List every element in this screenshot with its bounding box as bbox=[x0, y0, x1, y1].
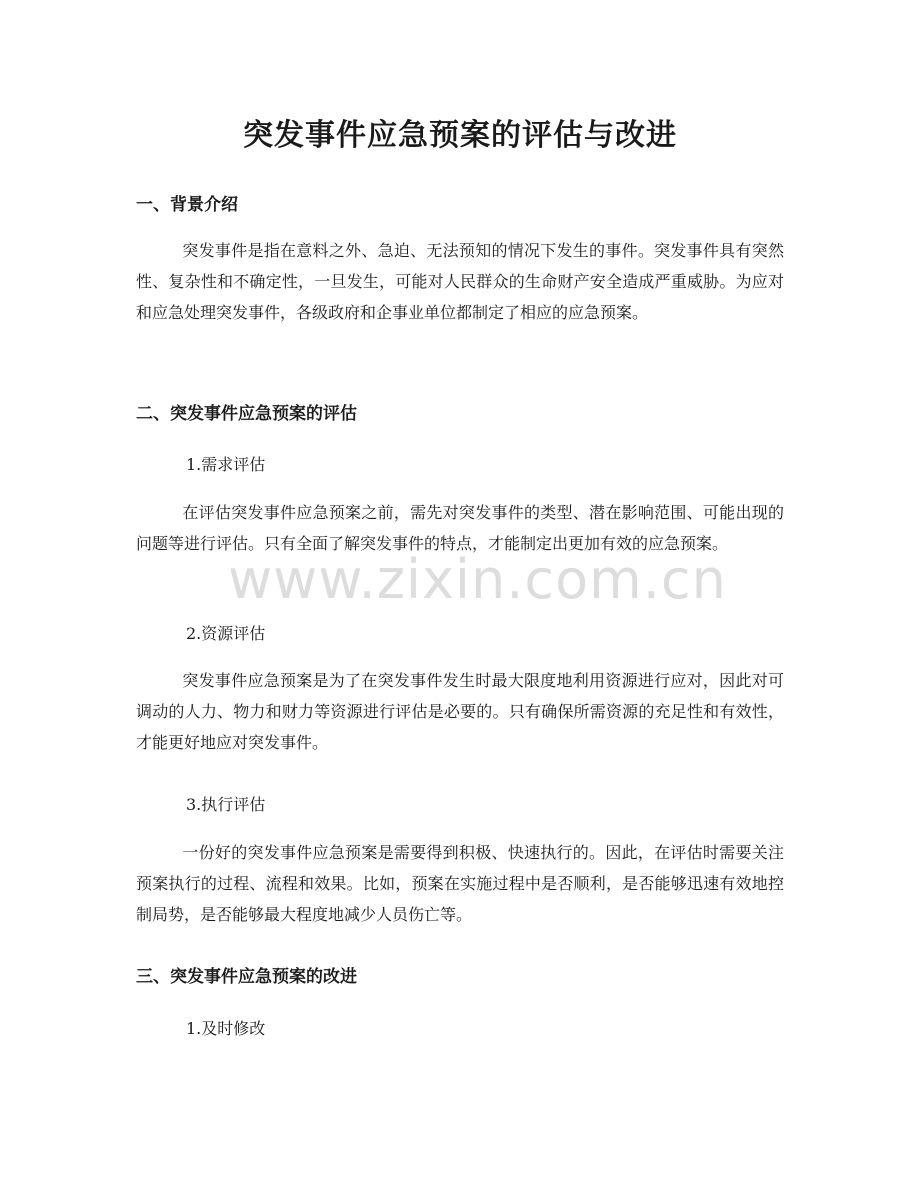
document-title: 突发事件应急预案的评估与改进 bbox=[243, 118, 677, 153]
subheading-execution-evaluation: 3.执行评估 bbox=[186, 795, 266, 814]
section-heading-background: 一、背景介绍 bbox=[136, 195, 238, 215]
subheading-demand-evaluation: 1.需求评估 bbox=[186, 455, 266, 474]
watermark-text: www.zixin.com.cn bbox=[228, 548, 727, 611]
subheading-resource-evaluation: 2.资源评估 bbox=[186, 624, 266, 643]
paragraph-resource-evaluation: 突发事件应急预案是为了在突发事件发生时最大限度地利用资源进行应对，因此对可调动的人力、物力和财力等资源进行评估是必要的。只有确保所需资源的充足性和有效性，才能更好地应对突发事件。 bbox=[136, 671, 784, 752]
paragraph-background: 突发事件是指在意料之外、急迫、无法预知的情况下发生的事件。突发事件具有突然性、复杂性和不确定性，一旦发生，可能对人民群众的生命财产安全造成严重威胁。为应对和应急处理突发事件，各级政府和企事业单位都制定了相应的应急预案。 bbox=[136, 241, 784, 322]
paragraph-demand-evaluation: 在评估突发事件应急预案之前，需先对突发事件的类型、潜在影响范围、可能出现的问题等进行评估。只有全面了解突发事件的特点，才能制定出更加有效的应急预案。 bbox=[136, 503, 784, 553]
paragraph-execution-evaluation: 一份好的突发事件应急预案是需要得到积极、快速执行的。因此，在评估时需要关注预案执行的过程、流程和效果。比如，预案在实施过程中是否顺利，是否能够迅速有效地控制局势，是否能够最大程度地减少人员伤亡等。 bbox=[136, 843, 784, 924]
section-heading-evaluation: 二、突发事件应急预案的评估 bbox=[136, 404, 357, 424]
subheading-timely-revision: 1.及时修改 bbox=[186, 1019, 266, 1038]
section-heading-improvement: 三、突发事件应急预案的改进 bbox=[136, 967, 357, 987]
